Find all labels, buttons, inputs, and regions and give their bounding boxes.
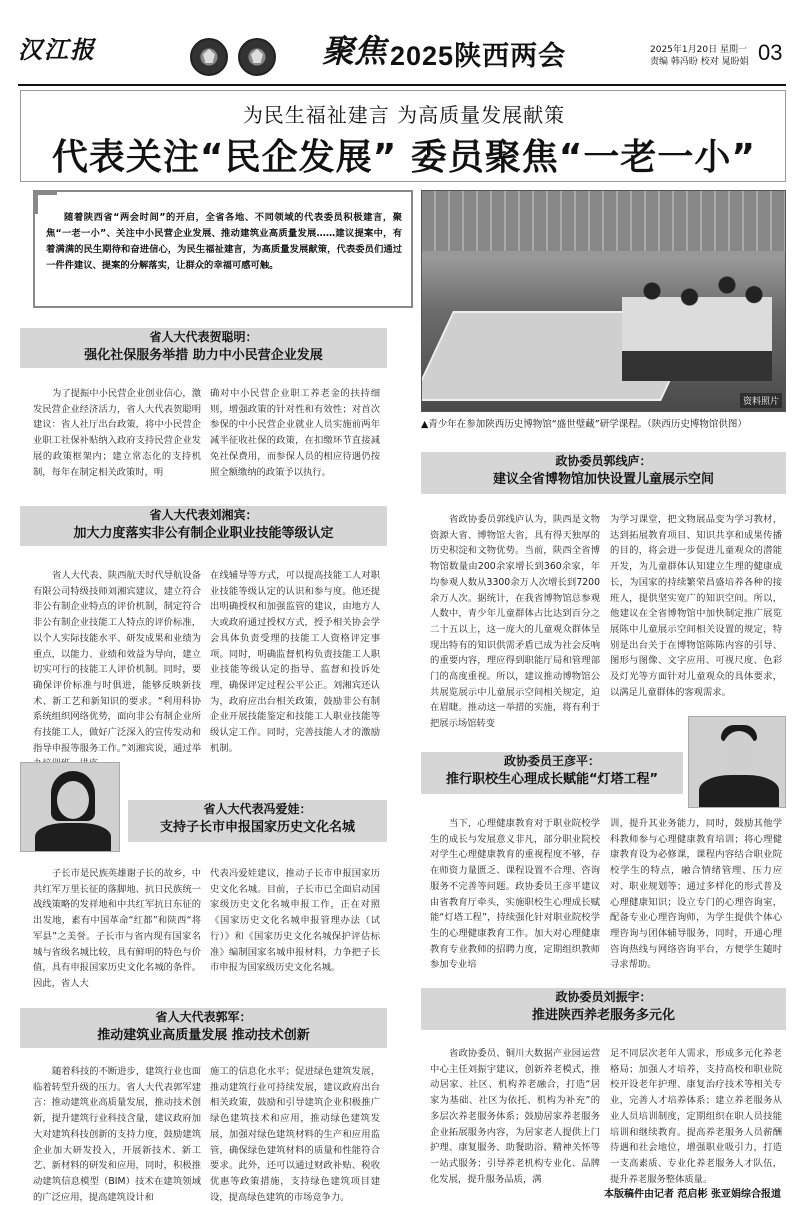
article-heading-liu-xiangbin bbox=[20, 506, 387, 546]
photo-caption: ▲青少年在参加陕西历史博物馆“盛世璧藏”研学课程。（陕西历史博物馆供图） bbox=[421, 419, 747, 430]
article-heading-wang bbox=[421, 752, 683, 794]
main-headline: 代表关注“民企发展” 委员聚焦“一老一小” bbox=[51, 137, 757, 178]
article-author: 政协委员王彦平： bbox=[503, 754, 600, 768]
cppcc-emblem-icon bbox=[238, 38, 276, 76]
article-title: 支持子长市申报国家历史文化名城 bbox=[159, 820, 355, 835]
article-title: 强化社保服务举措 助力中小民营企业发展 bbox=[84, 348, 323, 363]
article-column: 训，提升其业务能力，同时，鼓励其他学科教师参与心理健康教育培训；将心理健康教育设为必修课，课程内容结合职业院校学生的特点，融合情绪管理、压力应对、职业规划等；通过多样化的形式普及心理健康知识；设立专门的心理咨询室，配备专业心理咨询师，为学生提供个体心理咨询与团体辅导服务，同时，开通心理咨询热线与网络咨询平台，方便学生随时寻求帮助。 bbox=[610, 818, 782, 971]
article-title: 建议全省博物馆加快设置儿童展示空间 bbox=[492, 472, 714, 487]
article-column: 在线辅导等方式，可以提高技能工人对职业技能等级认定的认识和参与度。他还提出明确授权和加强监管的建议，由地方人大或政府通过授权方式，授予相关协会学会具体负责受理的技能工人资格评定事项。同时，明确监督机构负责技能工人职业技能等级认定的指导、监督和投诉处理，确保评定过程公平公正。刘湘宾还认为，政府应出台相关政策，鼓励非公有制企业开展技能鉴定和技能工人职业技能等级认定工作。同时，完善技能人才的激励机制。 bbox=[210, 570, 380, 754]
article-column: 施工的信息化水平；促进绿色建筑发展，推动建筑行业可持续发展，建议政府出台相关政策，鼓励和引导建筑企业积极推广绿色建筑技术和应用，推动绿色建筑发展，加强对绿色建筑材料的生产和应用监管，确保绿色建筑材料的质量和性能符合要求。此外，还可以通过财政补贴、税收优惠等政策措施，支持绿色建筑项目建设，提高绿色建筑的市场竞争力。 bbox=[210, 1066, 380, 1203]
article-title: 加大力度落实非公有制企业职业技能等级认定 bbox=[73, 526, 334, 541]
article-column: 省人大代表、陕西航天时代导航设备有限公司特级技师刘湘宾建议，建立符合非公有制企业特点的评价机制，制定符合非公有制企业技能工人特点的评价标准，以个人实际技能水平、研发成果和业绩为重点，以能力、业绩和效益为导向，建立切实可行的技能工人评价机制。同时，要确保评价标准与时俱进，能够反映新技术、新工艺和新知识的要求。“利用科协系统组织网络优势，面向非公有制企业所有技能工人，做好广泛深入的宣传发动和指导申报等服务工作。”刘湘宾说，通过举 bbox=[33, 570, 201, 754]
article-heading-guo-xianlu bbox=[421, 452, 786, 494]
article-column: 代表冯爱娃建议，推动子长市申报国家历史文化名城。目前，子长市已全面启动国家级历史文化名城申报工作，正在对照《国家历史文化名城申报管理办法（试行）》和《国家历史文化名城保护评估标准》编制国家名城申报材料，力争把子长市申报为国家级历史文化名城。 bbox=[210, 868, 380, 974]
sub-headline: 为民生福祉建言 为高质量发展献策 bbox=[242, 103, 566, 127]
photo-credit: 资料照片 bbox=[740, 393, 782, 408]
article-heading-liu-zhenyu bbox=[421, 988, 786, 1030]
article-column: 当下，心理健康教育对于职业院校学生的成长与发展意义非凡，部分职业院校对学生心理健康教育的重视程度不够，存在师资力量匮乏、课程设置不合理、咨询服务不完善等问题。政协委员王彦平建议由省教育厅牵头，实施职校生心理成长赋能“灯塔工程”，持续强化针对职业院校学生的心理健康教育工作。加大对心理健康教育专业教师的招聘力度，定期组织教师参加专业培 bbox=[430, 818, 600, 971]
article-column: 为了提振中小民营企业创业信心，激发民营企业经济活力，省人大代表贺聪明建议：省人社厅出台政策，将中小民营企业职工社保补贴纳入政府支持民营企业发展的政策框架内；建立常态化的支持机制，每年在制定相关政策时，明 bbox=[33, 388, 201, 478]
date-line: 2025年1月20日 星期一 bbox=[650, 45, 747, 55]
photo-ceiling bbox=[422, 191, 786, 251]
national-emblem-icon bbox=[190, 38, 228, 76]
article-heading-he bbox=[20, 328, 387, 368]
dateline bbox=[650, 44, 762, 68]
portrait-wang-yanping bbox=[688, 716, 786, 808]
article-heading-feng bbox=[128, 800, 387, 842]
newspaper-brand: 汉江报 bbox=[18, 35, 96, 64]
byline-footer: 本版稿件由记者 范启彬 张亚娟综合报道 bbox=[604, 1189, 781, 1200]
editor-line: 责编 韩冯盼 校对 晁盼娟 bbox=[650, 57, 749, 67]
article-heading-guo-jun bbox=[20, 1008, 387, 1048]
photo-visitors bbox=[622, 261, 772, 381]
article-title: 推行职校生心理成长赋能“灯塔工程” bbox=[445, 772, 659, 787]
article-column: 足不同层次老年人需求，形成多元化养老格局；加强人才培养，支持高校和职业院校开设老年护理、康复治疗技术等相关专业，完善人才培养体系；建立养老服务从业人员培训制度，定期组织在职人员技能培训和继续教育。提高养老服务人员薪酬待遇和社会地位，增强职业吸引力，打造一支高素质、专业化养老服务人才队伍，提升养老服务整体质量。 bbox=[610, 1048, 782, 1185]
article-column: 随着科技的不断进步，建筑行业也面临着转型升级的压力。省人大代表郭军建言：推动建筑业高质量发展，推动技术创新，提升建筑行业科技含量，建议政府加大对建筑科技创新的支持力度，鼓励建筑企业加大研发投入，开展新技术、新工艺、新材料的研发和应用，同时，积极推动建筑信息模型（BIM）技术在建筑领域的广泛应用，提高建筑设计和 bbox=[33, 1066, 201, 1203]
article-author: 省人大代表郭军： bbox=[155, 1010, 252, 1024]
article-column: 子长市是民族英雄谢子长的故乡，中共红军万里长征的落脚地、抗日民族统一战线策略的发祥地和中共红军抗日东征的出发地，素有中国革命“红都”和陕西“将军县”之美誉。子长市与省内现有国家名城与省级名城比较，具有鲜明的特色与价值，具有申报国家历史文化名城的条件。因此，省人大 bbox=[33, 868, 201, 989]
masthead-rule bbox=[18, 84, 786, 86]
article-column: 确对中小民营企业职工养老金的扶持细则，增强政策的针对性和有效性；对首次参保的中小民营企业就业人员实施前两年减半征收社保的政策，在扣缴环节直接减免社保费用，而参保人员的相应待遇仍按照全额缴纳的政策予以执行。 bbox=[210, 388, 380, 478]
article-column: 为学习课堂，把文物展品变为学习教材，达到拓展教育项目、知识共享和成果传播的目的，将会进一步促进儿童观众的潜能开发，为儿童群体认知建立生理的健康成长，为国家的持续繁荣昌盛培养各种的接班人，提供坚实宽广的知识空间。所以，他建议在全省博物馆中加快制定推广展览展陈中儿童展示空间相关设置的规定，特别是出台关于在博物馆陈陈内容的引导、图形与图像、文字应用、可视尺度、色彩及灯光等方面针对儿童观众的具体要求，以满足儿童群体的客观需求。 bbox=[610, 514, 782, 698]
article-author: 政协委员郭线庐： bbox=[555, 454, 652, 468]
page-number: 03 bbox=[758, 40, 783, 65]
article-column: 省政协委员郭线庐认为，陕西是文物资源大省、博物馆大省，具有得天独厚的历史积淀和文物优势。当前，陕西全省博物馆数量由200余家增长到360余家，年均参观人数从3300余万人次增长到7200余万人次。据统计，在我省博物馆总参观人数中，青少年儿童群体占比达到百分之二十五以上，这一庞大的儿童观众群体呈现出特有的知识供需矛盾已成为社会反响的重要内容，理应得到职能厅局和管理部门的高度重视。所以，建议推动博物馆公共展览展示中儿童展示空间相关规定，迫在眉睫。推动这一举措的实施，将有利于把展示场馆转变 bbox=[430, 514, 600, 730]
portrait-feng-aiwa bbox=[20, 762, 120, 852]
intro-text: 随着陕西省“两会时间”的开启，全省各地、不同领域的代表委员积极建言，聚焦“一老一小”、关注中小民营企业发展、推动建筑业高质量发展……建议提案中，有着满满的民生期待和奋进信心，为民生福祉建言，为高质量发展献策，代表委员们通过一件件建议、提案的分解落实，让群众的幸福可感可触。 bbox=[46, 212, 402, 271]
focus-title: 聚焦 bbox=[322, 32, 387, 70]
article-author: 政协委员刘振宇： bbox=[555, 990, 652, 1004]
article-author: 省人大代表贺聪明： bbox=[149, 330, 258, 344]
article-author: 省人大代表刘湘宾： bbox=[149, 508, 258, 522]
article-column: 省政协委员、铜川大数据产业园运营中心主任刘振宇建议，创新养老模式，推动居家、社区、机构养老融合，打造“居家为基础、社区为依托、机构为补充”的多层次养老服务体系；鼓励居家养老服务企业拓展服务内容，为居家老人提供上门护理、康复服务、助餐助浴、精神关怀等一站式服务；引导养老机构专业化、品牌化发展，提升服务品质，满 bbox=[430, 1048, 600, 1185]
museum-photo bbox=[421, 190, 786, 412]
article-title: 推动建筑业高质量发展 推动技术创新 bbox=[97, 1028, 310, 1043]
headline-box bbox=[20, 90, 786, 182]
section-title: 2025陕西两会 bbox=[390, 41, 567, 71]
article-author: 省人大代表冯爱娃： bbox=[203, 802, 312, 816]
article-title: 推进陕西养老服务多元化 bbox=[531, 1008, 675, 1023]
